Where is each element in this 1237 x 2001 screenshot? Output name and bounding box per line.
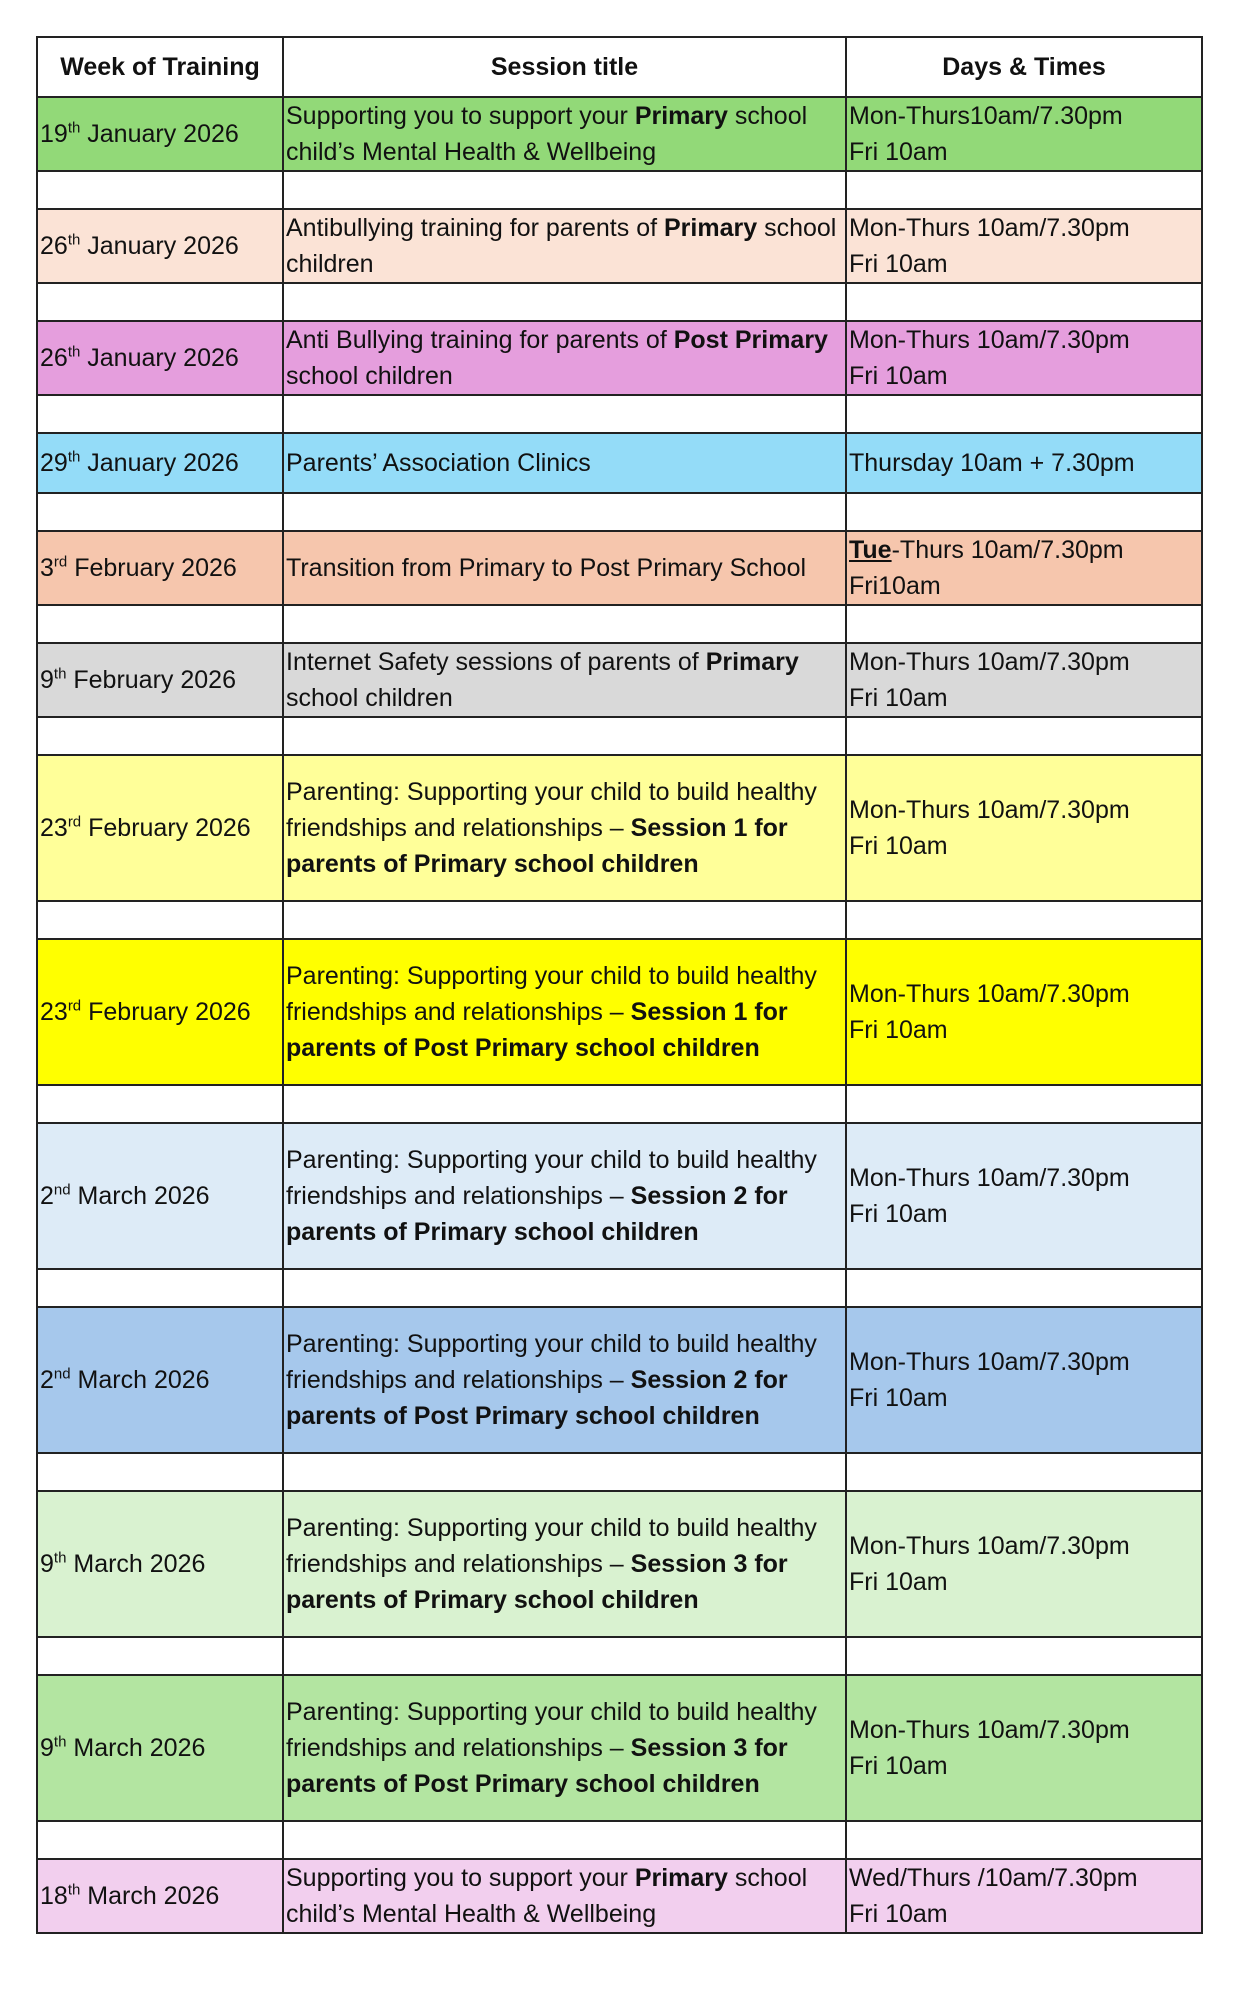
date-day: 29 [40, 449, 68, 477]
date-ordinal: rd [67, 997, 82, 1015]
times-cell: Mon-Thurs 10am/7.30pm Fri 10am [846, 1123, 1202, 1269]
training-schedule-table [36, 36, 1203, 1934]
times-cell: Mon-Thurs10am/7.30pm Fri 10am [846, 97, 1202, 171]
schedule-row [37, 209, 1202, 283]
date-ordinal: th [67, 119, 81, 137]
date-month-year: March 2026 [73, 1734, 206, 1762]
date-day: 23 [40, 814, 68, 842]
schedule-row [37, 1675, 1202, 1821]
date-month-year: February 2026 [88, 998, 251, 1026]
spacer-row [37, 395, 1202, 433]
date-month-year: March 2026 [87, 1882, 220, 1910]
date-ordinal: th [67, 343, 81, 361]
date-month-year: February 2026 [74, 554, 237, 582]
session-cell: Parenting: Supporting your child to build healthy friendships and relationships – Session 3 for parents of Post Primary school children [283, 1675, 846, 1821]
times-cell: Tue-Thurs 10am/7.30pm Fri10am [846, 531, 1202, 605]
times-cell: Thursday 10am + 7.30pm [846, 433, 1202, 493]
date-ordinal: th [67, 231, 81, 249]
schedule-row [37, 1307, 1202, 1453]
date-month-year: February 2026 [73, 666, 236, 694]
week-cell [37, 1491, 283, 1637]
spacer-row [37, 901, 1202, 939]
week-cell [37, 1307, 283, 1453]
header-row [37, 37, 1202, 97]
session-cell: Anti Bullying training for parents of Post Primary school children [283, 321, 846, 395]
times-cell: Mon-Thurs 10am/7.30pm Fri 10am [846, 939, 1202, 1085]
times-cell: Mon-Thurs 10am/7.30pm Fri 10am [846, 643, 1202, 717]
session-cell: Parenting: Supporting your child to build healthy friendships and relationships – Session 2 for parents of Post Primary school children [283, 1307, 846, 1453]
week-cell [37, 1675, 283, 1821]
schedule-row [37, 97, 1202, 171]
session-cell: Parents’ Association Clinics [283, 433, 846, 493]
date-ordinal: nd [53, 1365, 71, 1383]
header-session: Session title [283, 37, 846, 97]
week-cell [37, 643, 283, 717]
schedule-row [37, 321, 1202, 395]
date-day: 23 [40, 998, 68, 1026]
spacer-row [37, 605, 1202, 643]
session-cell: Supporting you to support your Primary school child’s Mental Health & Wellbeing [283, 1859, 846, 1933]
date-ordinal: th [53, 665, 67, 683]
week-cell [37, 531, 283, 605]
date-ordinal: th [67, 1881, 81, 1899]
header-times: Days & Times [846, 37, 1202, 97]
schedule-row [37, 939, 1202, 1085]
date-month-year: March 2026 [77, 1182, 210, 1210]
date-month-year: January 2026 [87, 120, 239, 148]
times-cell: Wed/Thurs /10am/7.30pm Fri 10am [846, 1859, 1202, 1933]
spacer-row [37, 493, 1202, 531]
date-day: 9 [40, 666, 54, 694]
week-cell [37, 755, 283, 901]
date-ordinal: th [53, 1549, 67, 1567]
schedule-row [37, 1123, 1202, 1269]
session-cell: Supporting you to support your Primary school child’s Mental Health & Wellbeing [283, 97, 846, 171]
week-cell [37, 321, 283, 395]
week-cell [37, 1859, 283, 1933]
date-day: 18 [40, 1882, 68, 1910]
session-cell: Parenting: Supporting your child to build healthy friendships and relationships – Session 3 for parents of Primary school children [283, 1491, 846, 1637]
date-day: 2 [40, 1366, 54, 1394]
session-cell: Internet Safety sessions of parents of Primary school children [283, 643, 846, 717]
date-month-year: March 2026 [73, 1550, 206, 1578]
week-cell [37, 97, 283, 171]
times-cell: Mon-Thurs 10am/7.30pm Fri 10am [846, 1491, 1202, 1637]
spacer-row [37, 1085, 1202, 1123]
week-cell [37, 433, 283, 493]
week-cell [37, 939, 283, 1085]
date-day: 2 [40, 1182, 54, 1210]
date-month-year: March 2026 [77, 1366, 210, 1394]
schedule-row [37, 755, 1202, 901]
spacer-row [37, 1637, 1202, 1675]
schedule-row [37, 1491, 1202, 1637]
times-cell: Mon-Thurs 10am/7.30pm Fri 10am [846, 209, 1202, 283]
date-month-year: January 2026 [87, 449, 239, 477]
session-cell: Parenting: Supporting your child to build healthy friendships and relationships – Session 1 for parents of Primary school children [283, 755, 846, 901]
times-cell: Mon-Thurs 10am/7.30pm Fri 10am [846, 755, 1202, 901]
session-cell: Parenting: Supporting your child to build healthy friendships and relationships – Session 1 for parents of Post Primary school children [283, 939, 846, 1085]
times-cell: Mon-Thurs 10am/7.30pm Fri 10am [846, 1307, 1202, 1453]
session-cell: Parenting: Supporting your child to build healthy friendships and relationships – Session 2 for parents of Primary school children [283, 1123, 846, 1269]
date-ordinal: rd [67, 813, 82, 831]
date-day: 9 [40, 1550, 54, 1578]
date-month-year: February 2026 [88, 814, 251, 842]
session-cell: Antibullying training for parents of Primary school children [283, 209, 846, 283]
schedule-row [37, 1859, 1202, 1933]
date-month-year: January 2026 [87, 344, 239, 372]
date-day: 19 [40, 120, 68, 148]
date-day: 9 [40, 1734, 54, 1762]
spacer-row [37, 1821, 1202, 1859]
week-cell [37, 1123, 283, 1269]
date-ordinal: rd [53, 553, 68, 571]
schedule-row [37, 433, 1202, 493]
spacer-row [37, 171, 1202, 209]
date-ordinal: nd [53, 1181, 71, 1199]
times-cell: Mon-Thurs 10am/7.30pm Fri 10am [846, 321, 1202, 395]
date-day: 26 [40, 232, 68, 260]
date-day: 26 [40, 344, 68, 372]
schedule-row [37, 531, 1202, 605]
header-week: Week of Training [37, 37, 283, 97]
session-cell: Transition from Primary to Post Primary School [283, 531, 846, 605]
spacer-row [37, 1453, 1202, 1491]
date-ordinal: th [53, 1733, 67, 1751]
times-cell: Mon-Thurs 10am/7.30pm Fri 10am [846, 1675, 1202, 1821]
date-day: 3 [40, 554, 54, 582]
schedule-row [37, 643, 1202, 717]
spacer-row [37, 1269, 1202, 1307]
spacer-row [37, 283, 1202, 321]
date-ordinal: th [67, 448, 81, 466]
spacer-row [37, 717, 1202, 755]
week-cell [37, 209, 283, 283]
date-month-year: January 2026 [87, 232, 239, 260]
